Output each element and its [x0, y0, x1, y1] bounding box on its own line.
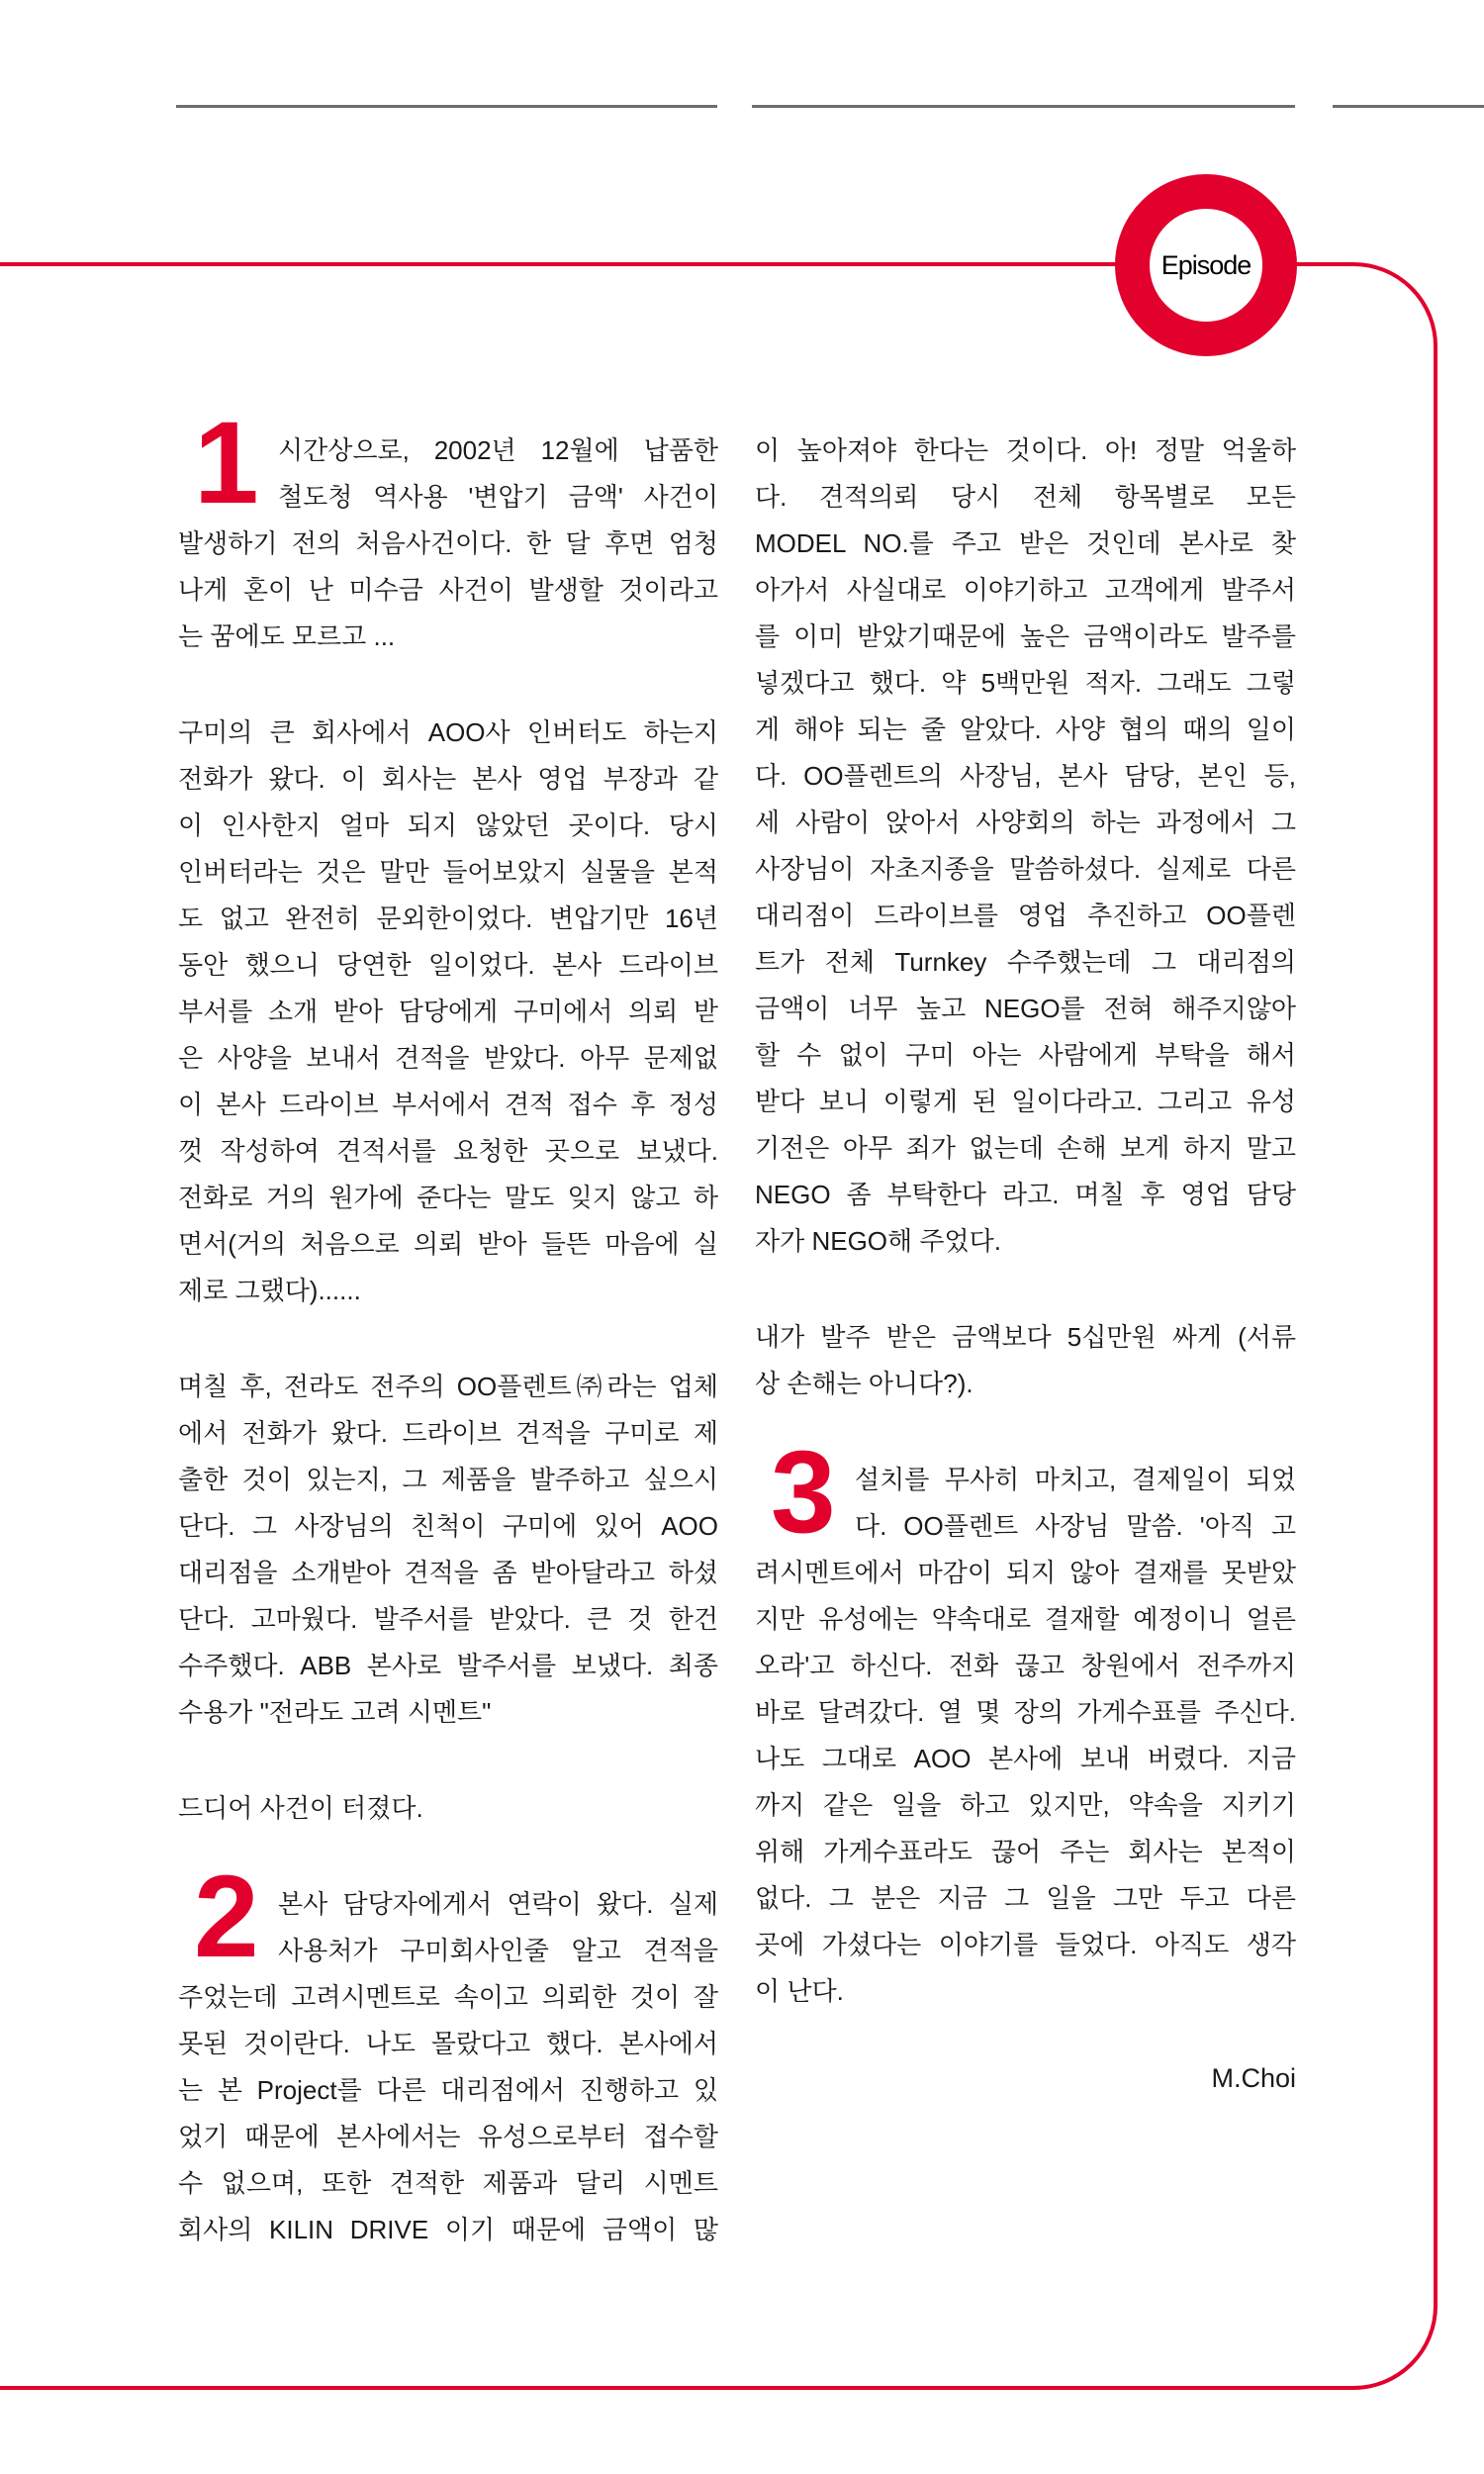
text-line: 도 없고 완전히 문외한이었다. 변압기만 16년 — [178, 904, 718, 933]
top-rule-center — [752, 105, 1295, 108]
text-line: 철도청 역사용 '변압기 금액' 사건이 — [278, 482, 718, 512]
text-line: 이 인사한지 얼마 되지 않았던 곳이다. 당시 — [178, 810, 718, 840]
text-line: 이 난다. — [755, 1976, 844, 2006]
paragraph — [178, 1364, 718, 1736]
paragraph — [178, 398, 718, 660]
text-line: 를 이미 받았기때문에 높은 금액이라도 발주를 — [755, 621, 1296, 651]
text-line: NEGO 좀 부탁한다 라고. 며칠 후 영업 담당 — [755, 1180, 1296, 1209]
section-number-dropcap: 3 — [771, 1427, 836, 1558]
text-line: 은 사양을 보내서 견적을 받았다. 아무 문제없 — [178, 1043, 718, 1073]
text-line: 동안 했으니 당연한 일이었다. 본사 드라이브 — [178, 950, 718, 980]
text-line: 회사의 KILIN DRIVE 이기 때문에 금액이 많 — [178, 2215, 718, 2244]
text-line: 설치를 무사히 마치고, 결제일이 되었 — [855, 1465, 1296, 1494]
text-line: 본사 담당자에게서 연락이 왔다. 실제 — [278, 1889, 718, 1919]
text-line: 자가 NEGO해 주었다. — [755, 1226, 1001, 1256]
text-line: 할 수 없이 구미 아는 사람에게 부탁을 해서 — [755, 1040, 1296, 1070]
text-line: 세 사람이 앉아서 사양회의 하는 과정에서 그 — [755, 808, 1296, 837]
text-line: 나게 혼이 난 미수금 사건이 발생할 것이라고 — [178, 575, 718, 605]
text-line: 못된 것이란다. 나도 몰랐다고 했다. 본사에서 — [178, 2029, 718, 2058]
top-rule-left — [176, 105, 717, 108]
text-column-left — [178, 398, 718, 2253]
text-line: 전화로 거의 원가에 준다는 말도 잊지 않고 하 — [178, 1183, 718, 1212]
text-line: 내가 발주 받은 금액보다 5십만원 싸게 (서류 — [755, 1322, 1296, 1352]
text-line: 수주했다. ABB 본사로 발주서를 보냈다. 최종 — [178, 1651, 718, 1680]
text-line: 까지 같은 일을 하고 있지만, 약속을 지키기 — [755, 1790, 1296, 1820]
text-line: 상 손해는 아니다?). — [755, 1369, 974, 1398]
paragraph — [178, 1852, 718, 2253]
text-line: 수용가 "전라도 고려 시멘트" — [178, 1697, 492, 1727]
text-line: 전화가 왔다. 이 회사는 본사 영업 부장과 같 — [178, 764, 718, 794]
text-line: 었기 때문에 본사에서는 유성으로부터 접수할 — [178, 2122, 718, 2151]
paragraph — [755, 1314, 1296, 1407]
text-line: 위해 가게수표라도 끊어 주는 회사는 본적이 — [755, 1837, 1296, 1866]
text-line: MODEL NO.를 주고 받은 것인데 본사로 찾 — [755, 528, 1296, 558]
text-line: 바로 달려갔다. 열 몇 장의 가게수표를 주신다. — [755, 1697, 1296, 1727]
text-line: 받다 보니 이렇게 된 일이다라고. 그리고 유성 — [755, 1087, 1296, 1116]
text-line: 수 없으며, 또한 견적한 제품과 달리 시멘트 — [178, 2168, 718, 2198]
paragraph — [178, 1785, 718, 1832]
text-line: 대리점을 소개받아 견적을 좀 받아달라고 하셨 — [178, 1558, 718, 1587]
text-line: 다. OO플렌트 사장님 말씀. '아직 고 — [855, 1511, 1296, 1541]
text-line: 드디어 사건이 터졌다. — [178, 1793, 423, 1823]
text-line: 다. 견적의뢰 당시 전체 항목별로 모든 — [755, 482, 1296, 512]
text-line: 오라'고 하신다. 전화 끊고 창원에서 전주까지 — [755, 1651, 1296, 1680]
text-line: 트가 전체 Turnkey 수주했는데 그 대리점의 — [755, 947, 1296, 977]
text-line: 시간상으로, 2002년 12월에 납품한 — [278, 435, 718, 465]
text-column-right — [755, 428, 1296, 2015]
text-line: 구미의 큰 회사에서 AOO사 인버터도 하는지 — [178, 717, 718, 747]
paragraph — [755, 428, 1296, 1265]
text-line: 부서를 소개 받아 담당에게 구미에서 의뢰 받 — [178, 997, 718, 1026]
author-signature: M.Choi — [1211, 2063, 1296, 2093]
text-line: 주었는데 고려시멘트로 속이고 의뢰한 것이 잘 — [178, 1982, 718, 2012]
text-line: 에서 전화가 왔다. 드라이브 견적을 구미로 제 — [178, 1418, 718, 1448]
text-line: 단다. 고마웠다. 발주서를 받았다. 큰 것 한건 — [178, 1604, 718, 1634]
text-line: 면서(거의 처음으로 의뢰 받아 들뜬 마음에 실 — [178, 1229, 718, 1259]
text-line: 대리점이 드라이브를 영업 추진하고 OO플렌 — [755, 901, 1296, 930]
text-line: 출한 것이 있는지, 그 제품을 발주하고 싶으시 — [178, 1465, 718, 1494]
text-line: 지만 유성에는 약속대로 결재할 예정이니 얼른 — [755, 1604, 1296, 1634]
text-line: 이 높아져야 한다는 것이다. 아! 정말 억울하 — [755, 435, 1296, 465]
text-line: 껏 작성하여 견적서를 요청한 곳으로 보냈다. — [178, 1136, 718, 1166]
section-number-dropcap: 1 — [194, 398, 259, 528]
text-line: 게 해야 되는 줄 알았다. 사양 협의 때의 일이 — [755, 714, 1296, 744]
text-line: 곳에 가셨다는 이야기를 들었다. 아직도 생각 — [755, 1930, 1296, 1959]
text-line: 려시멘트에서 마감이 되지 않아 결재를 못받았 — [755, 1558, 1296, 1587]
episode-badge — [1115, 174, 1297, 356]
text-line: 넣겠다고 했다. 약 5백만원 적자. 그래도 그렇 — [755, 668, 1296, 698]
paragraph — [755, 1427, 1296, 2015]
text-line: 며칠 후, 전라도 전주의 OO플렌트㈜라는 업체 — [178, 1372, 718, 1401]
text-line: 기전은 아무 죄가 없는데 손해 보게 하지 말고 — [755, 1133, 1296, 1163]
text-line: 없다. 그 분은 지금 그 일을 그만 두고 다른 — [755, 1883, 1296, 1913]
text-line: 제로 그랬다)...... — [178, 1276, 361, 1305]
top-rule-right — [1333, 105, 1484, 108]
text-line: 다. OO플렌트의 사장님, 본사 담당, 본인 등, — [755, 761, 1296, 791]
paragraph — [178, 710, 718, 1314]
text-line: 는 꿈에도 모르고 ... — [178, 621, 396, 651]
text-line: 아가서 사실대로 이야기하고 고객에게 발주서 — [755, 575, 1296, 605]
text-line: 발생하기 전의 처음사건이다. 한 달 후면 엄청 — [178, 528, 718, 558]
text-line: 사용처가 구미회사인줄 알고 견적을 — [278, 1936, 718, 1965]
section-number-dropcap: 2 — [194, 1852, 259, 1982]
episode-label: Episode — [1160, 249, 1252, 280]
text-line: 금액이 너무 높고 NEGO를 전혀 해주지않아 — [755, 994, 1296, 1023]
text-line: 나도 그대로 AOO 본사에 보내 버렸다. 지금 — [755, 1744, 1296, 1773]
text-line: 는 본 Project를 다른 대리점에서 진행하고 있 — [178, 2075, 718, 2105]
text-line: 이 본사 드라이브 부서에서 견적 접수 후 정성 — [178, 1090, 718, 1119]
text-line: 사장님이 자초지종을 말씀하셨다. 실제로 다른 — [755, 854, 1296, 884]
text-line: 단다. 그 사장님의 친척이 구미에 있어 AOO — [178, 1511, 718, 1541]
text-line: 인버터라는 것은 말만 들어보았지 실물을 본적 — [178, 857, 718, 887]
